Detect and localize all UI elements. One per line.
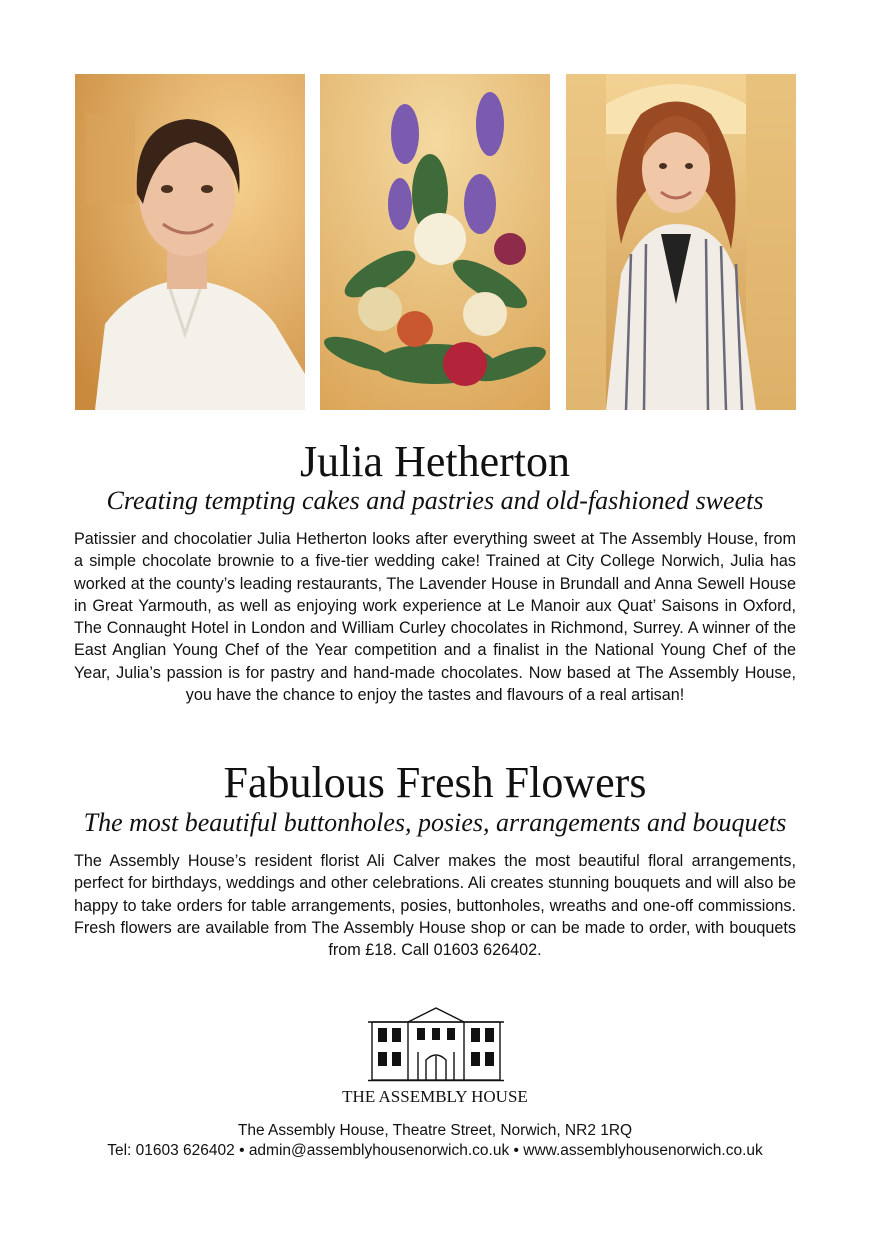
brand-name: THE ASSEMBLY HOUSE (342, 1087, 528, 1106)
julia-hetherton-subtitle: Creating tempting cakes and pastries and old-fashioned sweets (106, 486, 764, 515)
fresh-flowers-body: The Assembly House’s resident florist Ali Calver makes the most beautiful floral arrangements, perfect for birthdays, weddings and other celebrations. Ali creates stunning bouquets and will also be happy to take orders for table arrangements, posies, buttonholes, wreaths and one-off commissions. Fresh flowers are available from The Assembly House shop or can be made to order, with bouquets from £18. Call 01603 626402. (74, 852, 796, 960)
julia-hetherton-body: Patissier and chocolatier Julia Hetherton looks after everything sweet at The Assembly House, from a simple chocolate brownie to a five-tier wedding cake! Trained at City College Norwich, Julia has worked at the county’s leading restaurants, The Lavender House in Brundall and Anna Sewell House in Great Yarmouth, as well as enjoying work experience at Le Manoir aux Quat’ Saisons in Oxford, The Connaught Hotel in London and William Curley chocolates in Richmond, Surrey. A winner of the East Anglian Young Chef of the Year competition and a finalist in the National Young Chef of the Year, Julia’s passion is for pastry and hand-made chocolates. Now based at The Assembly House, you have the chance to enjoy the tastes and flavours of a real artisan! (74, 530, 796, 705)
footer-contact: Tel: 01603 626402 • admin@assemblyhousenorwich.co.uk • www.assemblyhousenorwich.co.uk (107, 1142, 763, 1159)
chef-portrait-photo (75, 74, 305, 410)
assembly-house-logo-icon (368, 1004, 504, 1082)
fresh-flowers-title: Fabulous Fresh Flowers (223, 758, 647, 807)
julia-hetherton-title: Julia Hetherton (299, 437, 571, 486)
florist-portrait-photo (566, 74, 796, 410)
fresh-flowers-subtitle: The most beautiful buttonholes, posies, arrangements and bouquets (83, 808, 787, 837)
footer-address: The Assembly House, Theatre Street, Norwich, NR2 1RQ (237, 1122, 633, 1139)
flower-arrangement-photo (320, 74, 550, 410)
